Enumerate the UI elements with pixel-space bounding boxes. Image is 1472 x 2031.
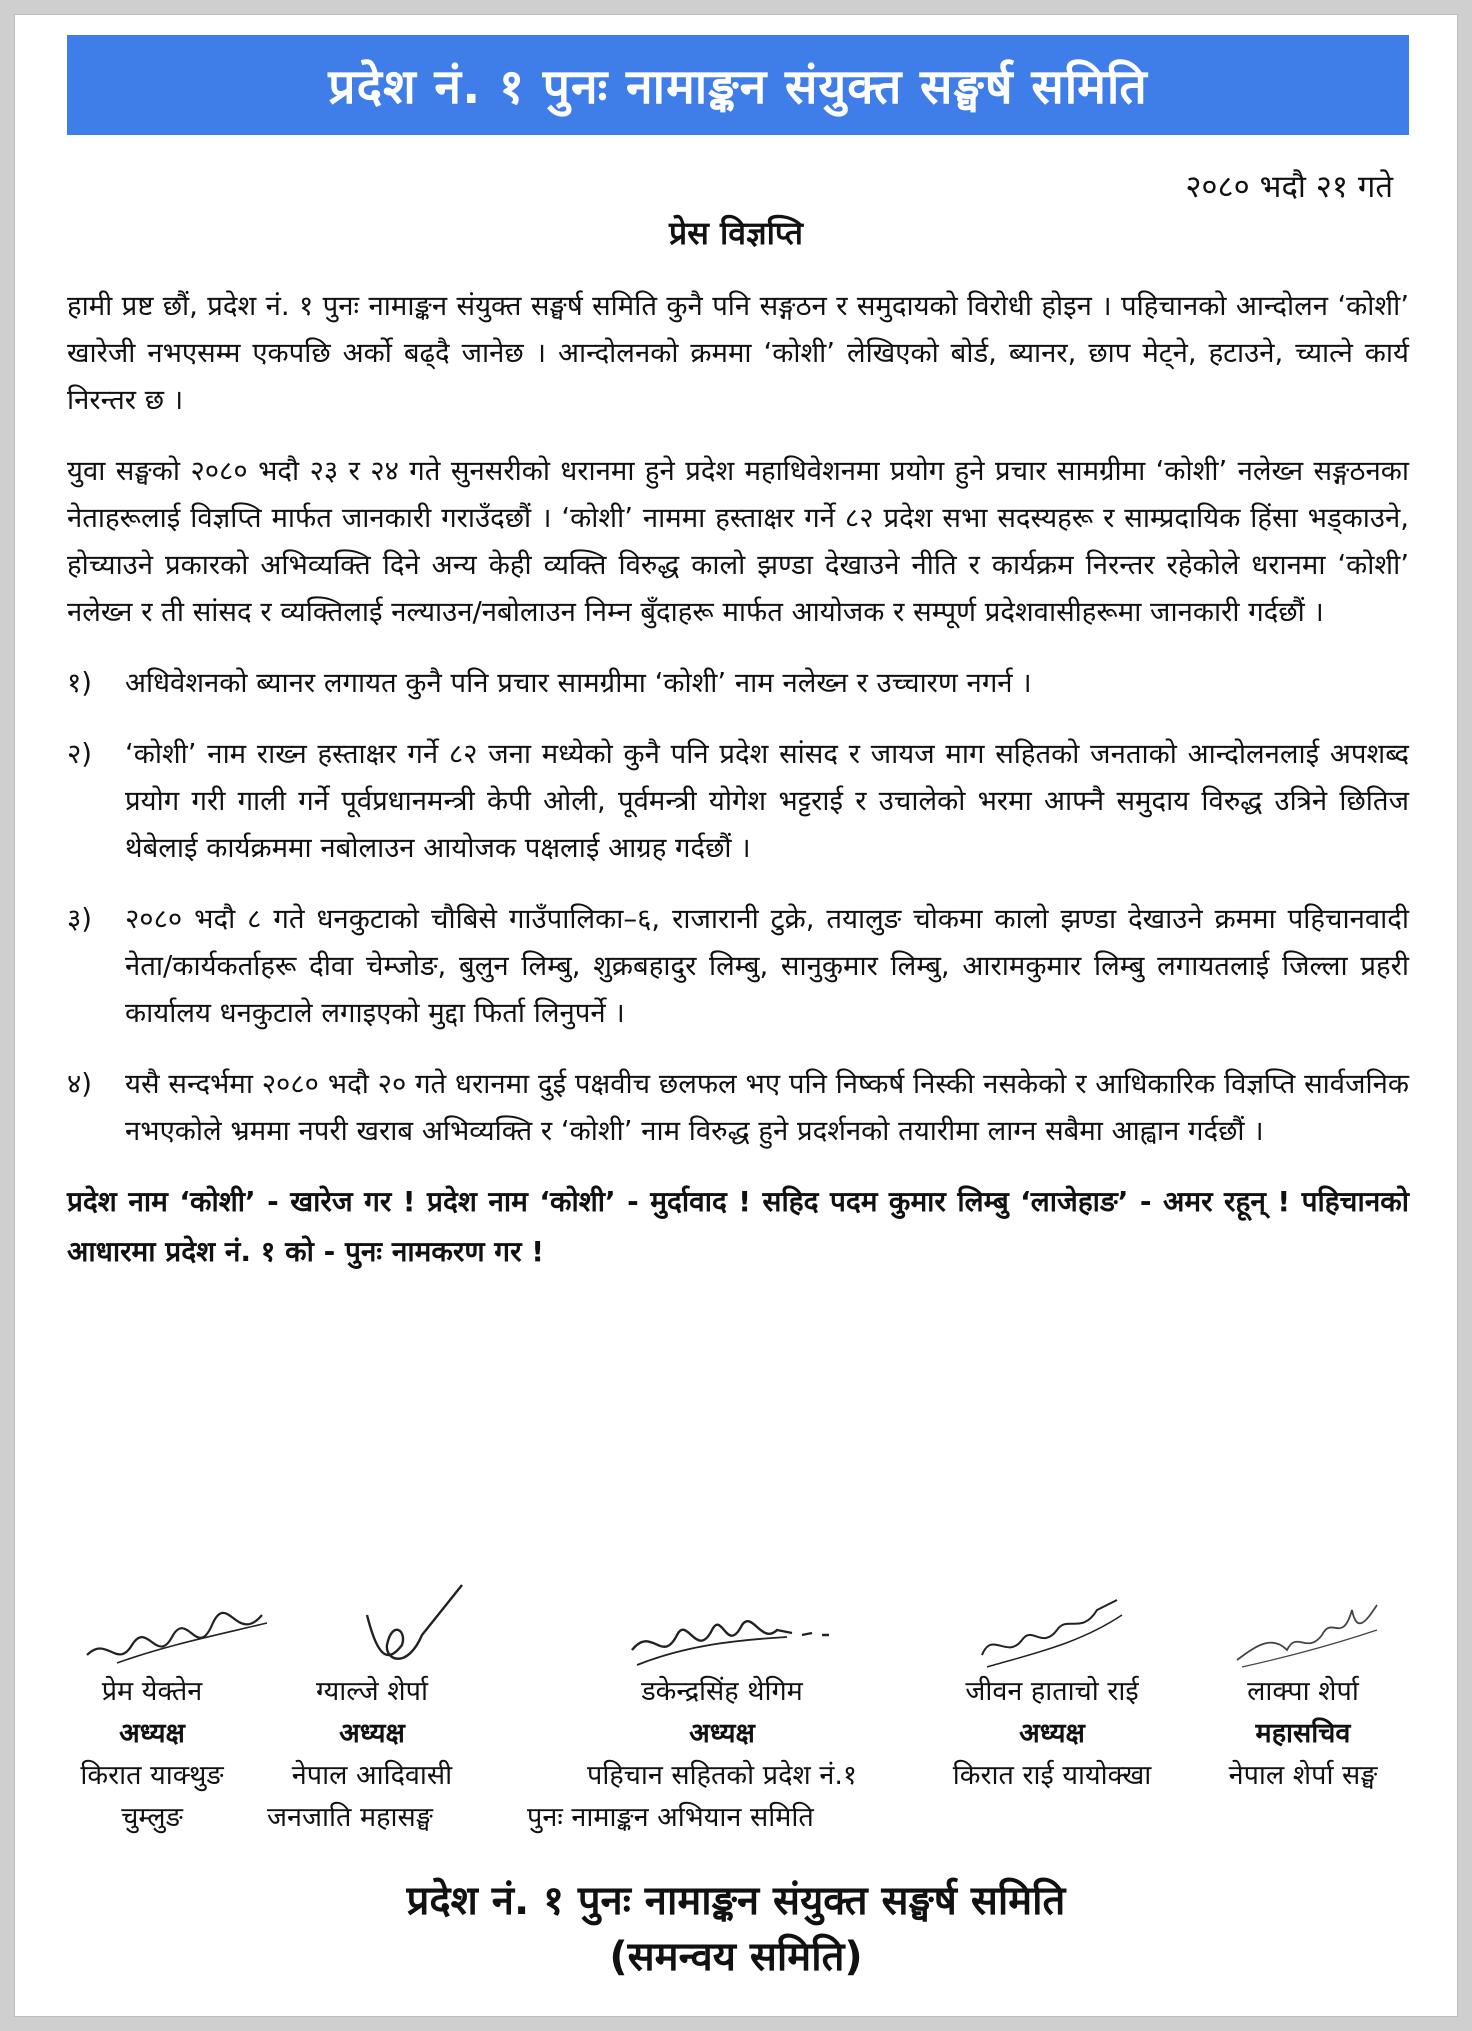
- signatory-name: लाक्पा शेर्पा: [1247, 1676, 1359, 1707]
- signature-1-icon: [77, 1575, 277, 1685]
- signatory-position: अध्यक्ष: [1019, 1718, 1085, 1749]
- signatory-org-line2: पुनः नामाङ्कन अभियान समिति: [527, 1802, 814, 1833]
- paragraph-intro: हामी प्रष्ट छौं, प्रदेश नं. १ पुनः नामाङ्कन संयुक्त सङ्घर्ष समिति कुनै पनि सङ्गठन र समुदायको विरोधी होइन । पहिचानको आन्दोलन ‘कोशी’ खारेजी नभएसम्म एकपछि अर्को बढ्दै जानेछ । आन्दोलनको क्रममा ‘कोशी’ लेखिएको बोर्ड, ब्यानर, छाप मेट्ने, हटाउने, च्यात्ने कार्य निरन्तर छ ।: [67, 290, 1409, 416]
- signature-3-icon: [617, 1575, 837, 1685]
- list-item-number: २): [67, 738, 93, 770]
- list-item-number: १): [67, 667, 93, 699]
- list-item-text: २०८० भदौ ८ गते धनकुटाको चौबिसे गाउँपालिका–६, राजारानी टुक्रे, तयालुङ चोकमा कालो झण्डा देखाउने क्रममा पहिचानवादी नेता/कार्यकर्ताहरू दीवा चेम्जोङ, बुलुन लिम्बु, शुक्रबहादुर लिम्बु, सानुकुमार लिम्बु, आरामकुमार लिम्बु लगायतलाई जिल्ला प्रहरी कार्यालय धनकुटाले लगाइएको मुद्दा फिर्ता लिनुपर्ने ।: [125, 903, 1409, 1029]
- signatory-2: [267, 1671, 477, 1839]
- signatory-name: जीवन हाताचो राई: [965, 1676, 1139, 1707]
- signatory-org-line2: चुम्लुङ: [121, 1802, 183, 1833]
- signatory-position: अध्यक्ष: [339, 1718, 405, 1749]
- press-release-page: [14, 14, 1458, 2017]
- list-item: [67, 1061, 1409, 1155]
- footer-committee: [15, 1873, 1457, 1985]
- document-title: प्रेस विज्ञप्ति: [669, 214, 803, 252]
- list-item-text: यसै सन्दर्भमा २०८० भदौ २० गते धरानमा दुई पक्षवीच छलफल भए पनि निष्कर्ष निस्की नसकेको र आधिकारिक विज्ञप्ति सार्वजनिक नभएकोले भ्रममा नपरी खराब अभिव्यक्ति र ‘कोशी’ नाम विरुद्ध हुने प्रदर्शनको तयारीमा लाग्न सबैमा आह्वान गर्दछौं ।: [125, 1068, 1409, 1147]
- signatory-position: महासचिव: [1255, 1718, 1351, 1749]
- signatory-3: [507, 1671, 937, 1839]
- signature-4-icon: [967, 1575, 1127, 1685]
- list-item-text: ‘कोशी’ नाम राख्न हस्ताक्षर गर्ने ८२ जना मध्येको कुनै पनि प्रदेश सांसद र जायज माग सहितको जनताको आन्दोलनलाई अपशब्द प्रयोग गरी गाली गर्ने पूर्वप्रधानमन्त्री केपी ओली, पूर्वमन्त्री योगेश भट्टराई र उचालेको भरमा आफ्नै समुदाय विरुद्ध उत्रिने छितिज थेबेलाई कार्यक्रममा नबोलाउन आयोजक पक्षलाई आग्रह गर्दछौं ।: [125, 738, 1409, 864]
- list-item-number: ४): [67, 1068, 93, 1100]
- signatory-position: अध्यक्ष: [119, 1718, 185, 1749]
- signatory-org-line2: जनजाति महासङ्घ: [267, 1802, 433, 1833]
- list-item-text: अधिवेशनको ब्यानर लगायत कुनै पनि प्रचार सामग्रीमा ‘कोशी’ नाम नलेख्न र उच्चारण नगर्न ।: [125, 667, 1032, 699]
- signatory-1: [67, 1671, 237, 1839]
- footer-line-1: प्रदेश नं. १ पुनः नामाङ्कन संयुक्त सङ्घर्ष समिति: [406, 1878, 1066, 1924]
- signature-2-icon: [347, 1575, 477, 1685]
- list-item-number: ३): [67, 903, 93, 935]
- signatory-org: पहिचान सहितको प्रदेश नं.१: [587, 1760, 857, 1791]
- list-item: [67, 731, 1409, 872]
- signatory-name: ग्याल्जे शेर्पा: [316, 1676, 428, 1707]
- release-date: २०८० भदौ २१ गते: [1185, 169, 1393, 205]
- signatory-name: प्रेम येक्तेन: [101, 1676, 203, 1707]
- signatory-org: नेपाल शेर्पा सङ्घ: [1228, 1760, 1378, 1791]
- signatory-name: डकेन्द्रसिंह थेगिम: [641, 1676, 803, 1707]
- footer-line-2: (समन्वय समिति): [609, 1934, 863, 1980]
- signatory-org: किरात याक्थुङ: [80, 1760, 224, 1791]
- signatory-position: अध्यक्ष: [689, 1718, 755, 1749]
- signature-5-icon: [1227, 1575, 1387, 1685]
- signatory-4: [912, 1671, 1192, 1797]
- list-item: [67, 896, 1409, 1037]
- signatory-org: किरात राई यायोक्खा: [952, 1760, 1152, 1791]
- header-banner: [67, 35, 1409, 135]
- signatory-org: नेपाल आदिवासी: [291, 1760, 453, 1791]
- paragraph-notice: युवा सङ्घको २०८० भदौ २३ र २४ गते सुनसरीको धरानमा हुने प्रदेश महाधिवेशनमा प्रयोग हुने प्रचार सामग्रीमा ‘कोशी’ नलेख्न सङ्गठनका नेताहरूलाई विज्ञप्ति मार्फत जानकारी गराउँदछौं । ‘कोशी’ नाममा हस्ताक्षर गर्ने ८२ प्रदेश सभा सदस्यहरू र साम्प्रदायिक हिंसा भड्काउने, होच्याउने प्रकारको अभिव्यक्ति दिने अन्य केही व्यक्ति विरुद्ध कालो झण्डा देखाउने नीति र कार्यक्रम निरन्तर रहेकोले धरानमा ‘कोशी’ नलेख्न र ती सांसद र व्यक्तिलाई नल्याउन/नबोलाउन निम्न बुँदाहरू मार्फत आयोजक र सम्पूर्ण प्रदेशवासीहरूमा जानकारी गर्दछौं ।: [67, 455, 1409, 628]
- slogan-text: प्रदेश नाम ‘कोशी’ - खारेज गर ! प्रदेश नाम ‘कोशी’ - मुर्दावाद ! सहिद पदम कुमार लिम्बु ‘लाजेहाङ’ - अमर रहून् ! पहिचानको आधारमा प्रदेश नं. १ को - पुनः नामकरण गर !: [67, 1185, 1409, 1268]
- document-body: [67, 283, 1409, 1277]
- signatory-5: [1197, 1671, 1409, 1797]
- banner-title: प्रदेश नं. १ पुनः नामाङ्कन संयुक्त सङ्घर्ष समिति: [328, 58, 1148, 115]
- list-item: [67, 660, 1409, 707]
